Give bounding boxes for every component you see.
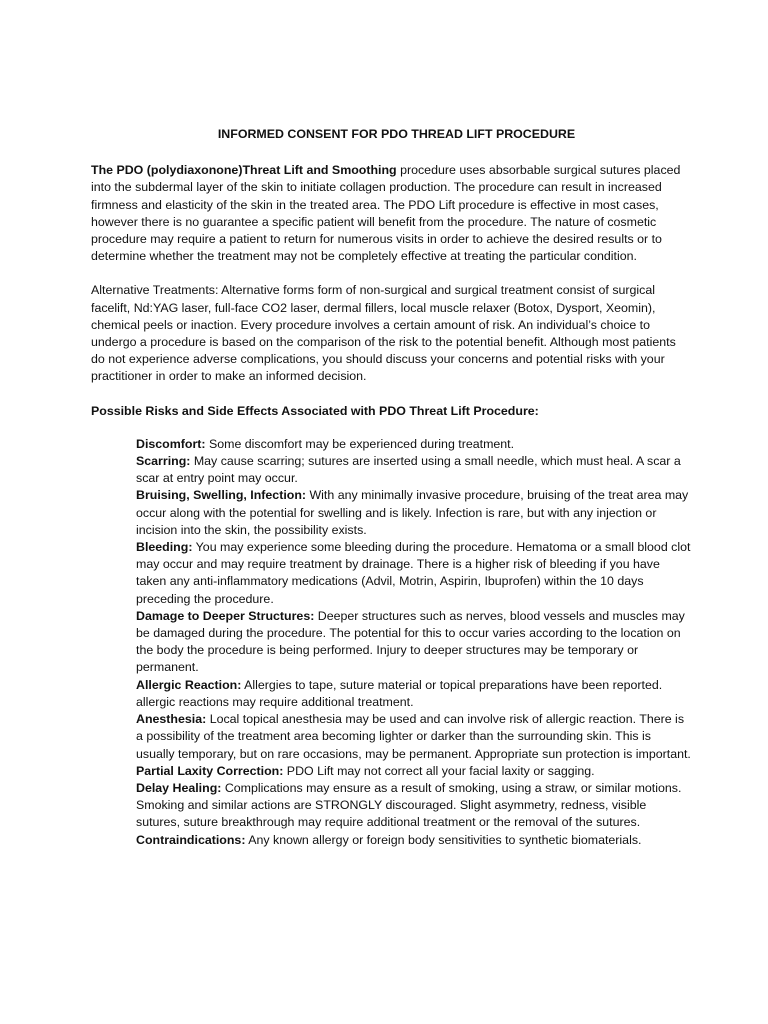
- alternatives-paragraph: Alternative Treatments: Alternative forms form of non-surgical and surgical treatment consist of surgical facelift, Nd:YAG laser, full-face CO2 laser, dermal fillers, local muscle relaxer (Botox, Dysport, Xeomin), chemical peels or inaction. Every procedure involves a certain amount of risk. An individual’s choice to undergo a procedure is based on the comparison of the risk to the potential benefit. Although most patients do not experience adverse complications, you should discuss your concerns and potential risks with your practitioner in order to make an informed decision.: [91, 283, 676, 384]
- risk-item-bleeding: [136, 539, 692, 608]
- risk-item-allergic-reaction: [136, 677, 692, 711]
- risk-term: Damage to Deeper Structures:: [136, 608, 315, 623]
- intro-body: procedure uses absorbable surgical sutures placed into the subdermal layer of the skin to initiate collagen production. The procedure can result in increased firmness and elasticity of the skin in the treated area. The PDO Lift procedure is effective in most cases, however there is no guarantee a specific patient will benefit from the procedure. The nature of cosmetic procedure may require a patient to return for numerous visits in order to achieve the desired results or to determine whether the treatment may not be completely effective at treating the particular condition.: [91, 163, 681, 264]
- risk-term: Allergic Reaction:: [136, 677, 242, 692]
- document-title: INFORMED CONSENT FOR PDO THREAD LIFT PROCEDURE: [217, 127, 576, 141]
- risk-term: Partial Laxity Correction:: [136, 763, 284, 778]
- risk-text: Deeper structures such as nerves, blood vessels and muscles may be damaged during the procedure. The potential for this to occur varies according to the location on the body the procedure is being performed. Injury to deeper structures may be temporary or permanent.: [136, 608, 685, 675]
- risk-term: Scarring:: [136, 454, 191, 469]
- risk-term: Anesthesia:: [136, 712, 207, 727]
- risk-term: Bleeding:: [136, 540, 193, 555]
- risk-text: Some discomfort may be experienced during treatment.: [205, 436, 515, 451]
- intro-paragraph: [91, 162, 692, 265]
- risk-term: Bruising, Swelling, Infection:: [136, 488, 307, 503]
- risk-item-delay-healing: [136, 780, 692, 832]
- risk-text: Any known allergy or foreign body sensitivities to synthetic biomaterials.: [245, 832, 642, 847]
- risk-term: Discomfort:: [136, 436, 206, 451]
- risk-term: Contraindications:: [136, 832, 246, 847]
- risk-text: PDO Lift may not correct all your facial laxity or sagging.: [283, 763, 595, 778]
- risk-item-contraindications: [136, 832, 692, 849]
- risk-text: Local topical anesthesia may be used and can involve risk of allergic reaction. There is a possibility of the treatment area becoming lighter or darker than the surrounding skin. This is usually temporary, but on rare occasions, may be permanent. Appropriate sun protection is important.: [136, 712, 691, 761]
- risk-text: Complications may ensure as a result of smoking, using a straw, or similar motions. Smoking and similar actions are STRONGLY discouraged. Slight asymmetry, redness, visible sutures, suture breakthrough may require additional treatment or the removal of the sutures.: [136, 780, 682, 830]
- risk-term: Delay Healing:: [136, 780, 222, 795]
- risks-heading: Possible Risks and Side Effects Associated with PDO Threat Lift Procedure:: [91, 403, 539, 418]
- risk-list: [91, 436, 692, 849]
- risk-item-anesthesia: [136, 711, 692, 763]
- risk-text: May cause scarring; sutures are inserted using a small needle, which must heal. A scar a scar at entry point may occur.: [136, 454, 681, 486]
- risk-item-discomfort: [136, 436, 692, 453]
- risk-text: You may experience some bleeding during the procedure. Hematoma or a small blood clot may occur and may require treatment by drainage. There is a higher risk of bleeding if you have taken any anti-inflammatory medications (Advil, Motrin, Aspirin, Ibuprofen) within the 10 days preceding the procedure.: [136, 540, 691, 606]
- risk-text: With any minimally invasive procedure, bruising of the treat area may occur along with the potential for swelling and is likely. Infection is rare, but with any injection or incision into the skin, the possibility exists.: [136, 488, 689, 537]
- risk-item-deeper-structures: [136, 608, 692, 677]
- risk-item-partial-laxity: [136, 763, 692, 780]
- risk-text: Allergies to tape, suture material or topical preparations have been reported. allergic reactions may require additional treatment.: [136, 677, 663, 709]
- intro-lead: The PDO (polydiaxonone)Threat Lift and Smoothing: [91, 163, 397, 178]
- risk-item-scarring: [136, 453, 692, 487]
- risk-item-bruising: [136, 487, 692, 539]
